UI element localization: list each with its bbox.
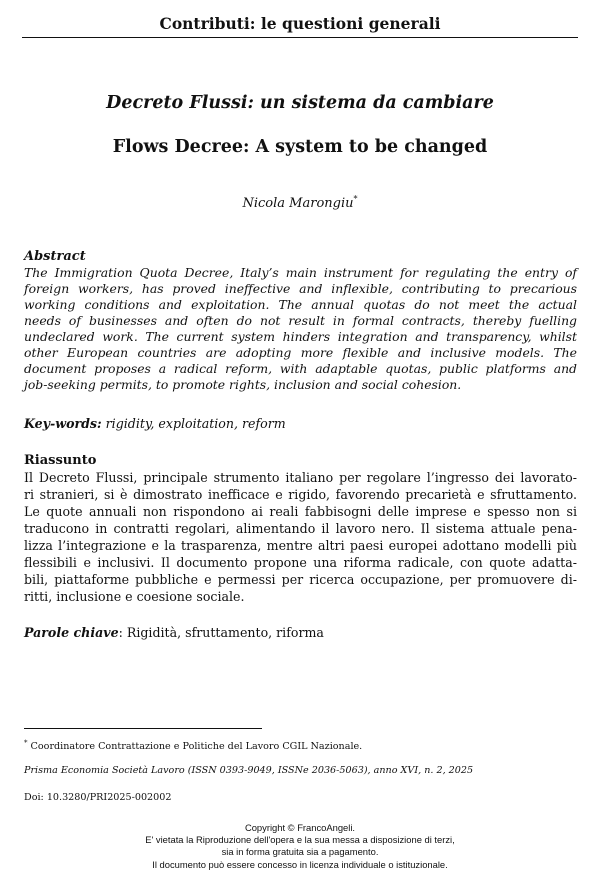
keywords-line <box>24 416 577 432</box>
parole-chiave-label: Parole chiave <box>24 625 119 640</box>
author-line <box>0 195 600 213</box>
copyright-line: sia in forma gratuita sia a pagamento. <box>221 846 379 858</box>
doi-line: Doi: 10.3280/PRI2025-002002 <box>24 792 172 803</box>
riassunto-line: flessibili e inclusivi. Il documento propone una riforma radicale, con quote adatta- <box>24 555 577 570</box>
copyright-line: Copyright © FrancoAngeli. <box>244 822 356 833</box>
copyright-line: Il documento può essere concesso in licenza individuale o istituzionale. <box>152 858 448 870</box>
riassunto-line: Il Decreto Flussi, principale strumento italiano per regolare l’ingresso dei lavorato- <box>24 470 577 485</box>
riassunto-line: traducono in contratti regolari, alimentando il lavoro nero. Il sistema attuale pena- <box>24 521 577 536</box>
section-header: Contributi: le questioni generali <box>22 14 578 38</box>
riassunto-line: ri stranieri, si è dimostrato inefficace e rigido, favorendo precarietà e sfruttamento. <box>24 487 577 502</box>
parole-chiave-line <box>24 625 577 641</box>
riassunto-line: ritti, inclusione e coesione sociale. <box>24 589 245 604</box>
abstract-heading: Abstract <box>24 249 86 264</box>
copyright-line: E' vietata la Riproduzione dell'opera e la sua messa a disposizione di terzi, <box>145 834 455 846</box>
riassunto-line: Le quote annuali non rispondono ai reali fabbisogni delle imprese e spesso non si <box>24 504 577 519</box>
footnote-text: Coordinatore Contrattazione e Politiche del Lavoro CGIL Nazionale. <box>27 741 363 753</box>
footnote-divider <box>24 728 262 729</box>
author-name: Nicola Marongiu <box>242 196 354 211</box>
keywords-text: rigidity, exploitation, reform <box>101 416 286 431</box>
abstract-section <box>24 249 577 393</box>
riassunto-line: bili, piattaforme pubbliche e permessi per ricerca occupazione, per promuovere di- <box>24 572 577 587</box>
riassunto-section <box>24 453 577 605</box>
abstract-line: needs of businesses and often do not result in formal contracts, thereby fuelling <box>24 313 577 328</box>
footnote <box>24 737 362 753</box>
abstract-line: document proposes a radical reform, with adaptable quotas, public platforms and <box>24 361 577 376</box>
article-title-english: Flows Decree: A system to be changed <box>112 137 488 157</box>
parole-chiave-text: : Rigidità, sfruttamento, riforma <box>118 625 324 640</box>
riassunto-line: lizza l’integrazione e la trasparenza, mentre altri paesi europei adottano modelli più <box>24 538 577 553</box>
riassunto-heading: Riassunto <box>24 453 97 468</box>
keywords-label: Key-words: <box>24 416 102 431</box>
journal-citation: Prisma Economia Società Lavoro (ISSN 0393-9049, ISSNe 2036-5063), anno XVI, n. 2, 2025 <box>24 765 474 776</box>
abstract-line: foreign workers, has proved ineffective and inflexible, contributing to precarious <box>24 281 577 296</box>
article-title-italian: Decreto Flussi: un sistema da cambiare <box>106 93 494 113</box>
abstract-line: The Immigration Quota Decree, Italy’s main instrument for regulating the entry of <box>24 265 577 280</box>
abstract-line: working conditions and exploitation. The annual quotas do not meet the actual <box>24 297 577 312</box>
abstract-line: undeclared work. The current system hinders integration and transparency, whilst <box>24 329 577 344</box>
abstract-line: job-seeking permits, to promote rights, inclusion and social cohesion. <box>24 377 462 392</box>
abstract-line: other European countries are adopting more flexible and inclusive models. The <box>24 345 577 360</box>
copyright-notice <box>0 822 600 871</box>
author-footnote-marker[interactable]: * <box>353 194 358 204</box>
footnote-marker: * <box>24 739 28 747</box>
